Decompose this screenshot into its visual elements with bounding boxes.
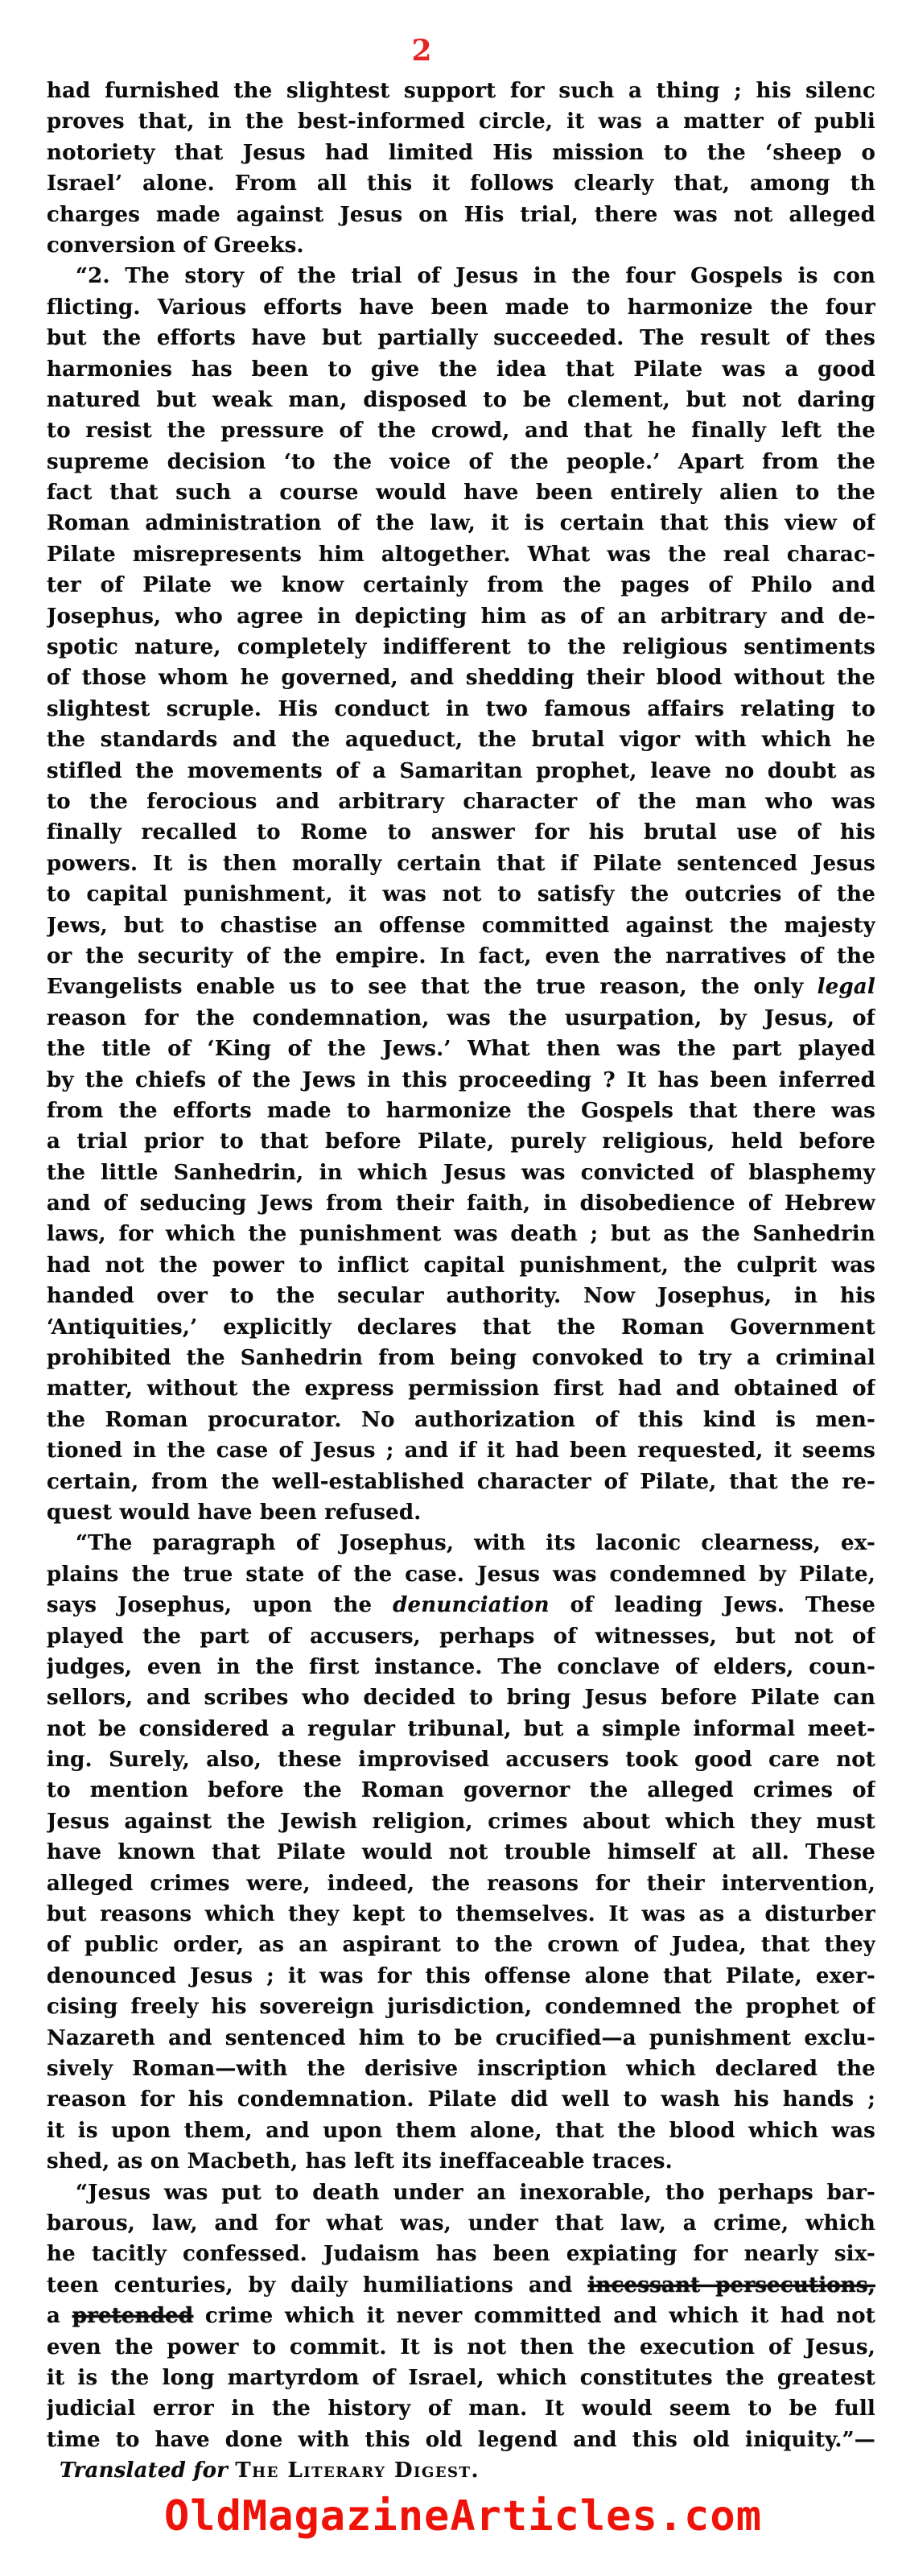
text-line: alleged crimes were, indeed, the reasons for their intervention,: [47, 1871, 875, 1896]
text-line: sively Roman—with the derisive inscription which declared the: [47, 2057, 875, 2081]
text-line: sellors, and scribes who decided to bring Jesus before Pilate can: [47, 1686, 875, 1711]
text-line: of public order, as an aspirant to the crown of Judea, that they: [47, 1933, 875, 1958]
article-text: [47, 76, 875, 2486]
text-line: shed, as on Macbeth, has left its ineffaceable traces.: [47, 2149, 673, 2174]
text-line: plains the true state of the case. Jesus was condemned by Pilate,: [47, 1562, 875, 1587]
text-line: natured but weak man, disposed to be clement, but not daring: [47, 387, 875, 412]
text-line: time to have done with this old legend and this old iniquity.”—: [47, 2427, 875, 2452]
italic-text: denunciation: [393, 1593, 550, 1618]
text-line: fact that such a course would have been entirely alien to the: [47, 481, 875, 506]
text-line: played the part of accusers, perhaps of witnesses, but not of: [47, 1624, 875, 1649]
text-line: had not the power to inflict capital punishment, the culprit was: [47, 1253, 875, 1278]
text-line: judicial error in the history of man. It would seem to be full: [47, 2396, 875, 2421]
text-line: harmonies has been to give the idea that Pilate was a good: [47, 357, 875, 382]
text-line: of those whom he governed, and shedding their blood without the: [47, 666, 875, 691]
text-line: notoriety that Jesus had limited His mission to the ‘sheep o: [47, 140, 875, 165]
text-line: Jews, but to chastise an offense committed against the majesty: [47, 913, 875, 938]
text-segment: crime which it never committed and which it had not: [193, 2304, 875, 2329]
paragraph: [47, 261, 875, 1528]
text-line: [47, 2270, 875, 2301]
text-segment: teen centuries, by daily humiliations and: [47, 2273, 588, 2297]
text-line: tioned in the case of Jesus ; and if it had been requested, it seems: [47, 1439, 875, 1463]
text-line: powers. It is then morally certain that if Pilate sentenced Jesus: [47, 851, 875, 876]
text-line: prohibited the Sanhedrin from being convoked to try a criminal: [47, 1346, 875, 1371]
text-line: [47, 2455, 875, 2486]
text-line: ter of Pilate we know certainly from the pages of Philo and: [47, 573, 875, 598]
text-line: to mention before the Roman governor the alleged crimes of: [47, 1778, 875, 1803]
watermark: OldMagazineArticles.com: [163, 2492, 763, 2541]
text-line: a trial prior to that before Pilate, purely religious, held before: [47, 1129, 875, 1154]
text-line: Josephus, who agree in depicting him as of an arbitrary and de-: [47, 604, 875, 629]
text-line: it is the long martyrdom of Israel, which constitutes the greatest: [47, 2365, 875, 2390]
text-line: finally recalled to Rome to answer for his brutal use of his: [47, 820, 875, 845]
text-line: but reasons which they kept to themselves. It was as a disturber: [47, 1902, 875, 1927]
page-number: 2: [411, 34, 432, 68]
text-line: he tacitly confessed. Judaism has been expiating for nearly six-: [47, 2242, 875, 2267]
text-line: supreme decision ‘to the voice of the people.’ Apart from the: [47, 449, 875, 474]
text-line: ing. Surely, also, these improvised accusers took good care not: [47, 1748, 875, 1773]
text-line: the Roman procurator. No authorization of this kind is men-: [47, 1407, 875, 1432]
text-segment: a: [47, 2304, 72, 2329]
text-line: [47, 1590, 875, 1620]
text-line: to the ferocious and arbitrary character of the man who was: [47, 789, 875, 814]
italic-text: Translated for: [60, 2458, 236, 2483]
italic-text: legal: [817, 975, 875, 1000]
smallcaps-text: The Literary Digest.: [235, 2458, 480, 2483]
text-line: slightest scruple. His conduct in two famous affairs relating to: [47, 696, 875, 721]
text-line: matter, without the express permission first had and obtained of: [47, 1377, 875, 1402]
text-line: judges, even in the first instance. The conclave of elders, coun-: [47, 1654, 875, 1679]
text-line: laws, for which the punishment was death ; but as the Sanhedrin: [47, 1222, 875, 1247]
text-line: reason for the condemnation, was the usurpation, by Jesus, of: [47, 1005, 875, 1030]
text-line: the title of ‘King of the Jews.’ What then was the part played: [47, 1037, 875, 1062]
text-line: and of seducing Jews from their faith, in disobedience of Hebrew: [47, 1191, 875, 1216]
text-line: [47, 972, 875, 1002]
text-line: had furnished the slightest support for such a thing ; his silenc: [47, 79, 875, 103]
text-line: to resist the pressure of the crowd, and that he finally left the: [47, 419, 875, 444]
smudged-text: incessant persecutions,: [587, 2273, 875, 2297]
text-line: or the security of the empire. In fact, even the narratives of the: [47, 943, 875, 968]
text-line: denounced Jesus ; it was for this offense alone that Pilate, exer-: [47, 1963, 875, 1988]
text-line: quest would have been refused.: [47, 1500, 422, 1525]
text-line: Jesus against the Jewish religion, crimes about which they must: [47, 1809, 875, 1834]
text-line: not be considered a regular tribunal, but a simple informal meet-: [47, 1716, 875, 1741]
text-line: by the chiefs of the Jews in this proceeding ? It has been inferred: [47, 1067, 875, 1092]
paragraph: [47, 1528, 875, 2177]
text-line: ‘Antiquities,’ explicitly declares that the Roman Government: [47, 1315, 875, 1340]
text-line: flicting. Various efforts have been made to harmonize the four: [47, 295, 875, 320]
text-line: certain, from the well-established character of Pilate, that the re-: [47, 1469, 875, 1494]
smudged-text: pretended: [72, 2304, 194, 2329]
text-line: handed over to the secular authority. Now Josephus, in his: [47, 1284, 875, 1309]
text-line: charges made against Jesus on His trial, there was not alleged: [47, 202, 875, 227]
text-line: Pilate misrepresents him altogether. What was the real charac-: [47, 542, 875, 567]
text-line: spotic nature, completely indifferent to the religious sentiments: [47, 635, 875, 660]
text-line: “2. The story of the trial of Jesus in the four Gospels is con: [76, 264, 875, 289]
text-line: from the efforts made to harmonize the Gospels that there was: [47, 1098, 875, 1123]
text-line: “The paragraph of Josephus, with its laconic clearness, ex-: [76, 1531, 875, 1556]
paragraph: [47, 2178, 875, 2487]
text-line: proves that, in the best-informed circle, it was a matter of publi: [47, 109, 875, 134]
text-line: reason for his condemnation. Pilate did well to wash his hands ;: [47, 2087, 875, 2112]
text-line: barous, law, and for what was, under that law, a crime, which: [47, 2211, 875, 2235]
text-line: “Jesus was put to death under an inexorable, tho perhaps bar-: [76, 2180, 875, 2205]
text-line: but the efforts have but partially succeeded. The result of thes: [47, 326, 875, 351]
text-line: cising freely his sovereign jurisdiction, condemned the prophet of: [47, 1995, 875, 2020]
text-line: [47, 2301, 875, 2331]
text-line: Roman administration of the law, it is certain that this view of: [47, 511, 875, 536]
text-line: even the power to commit. It is not then the execution of Jesus,: [47, 2334, 875, 2359]
text-segment: Evangelists enable us to see that the true reason, the only: [47, 975, 818, 1000]
text-line: Israel’ alone. From all this it follows clearly that, among th: [47, 171, 875, 196]
paragraph: [47, 76, 875, 261]
text-line: it is upon them, and upon them alone, that the blood which was: [47, 2118, 875, 2143]
text-line: the standards and the aqueduct, the brutal vigor with which he: [47, 728, 875, 753]
text-line: Nazareth and sentenced him to be crucified—a punishment exclu-: [47, 2025, 875, 2050]
text-line: the little Sanhedrin, in which Jesus was convicted of blasphemy: [47, 1160, 875, 1185]
text-line: stifled the movements of a Samaritan prophet, leave no doubt as: [47, 758, 875, 783]
text-line: conversion of Greeks.: [47, 233, 304, 258]
text-segment: of leading Jews. These: [549, 1593, 875, 1618]
text-line: to capital punishment, it was not to satisfy the outcries of the: [47, 882, 875, 907]
text-segment: says Josephus, upon the: [47, 1593, 393, 1618]
text-line: have known that Pilate would not trouble himself at all. These: [47, 1840, 875, 1865]
